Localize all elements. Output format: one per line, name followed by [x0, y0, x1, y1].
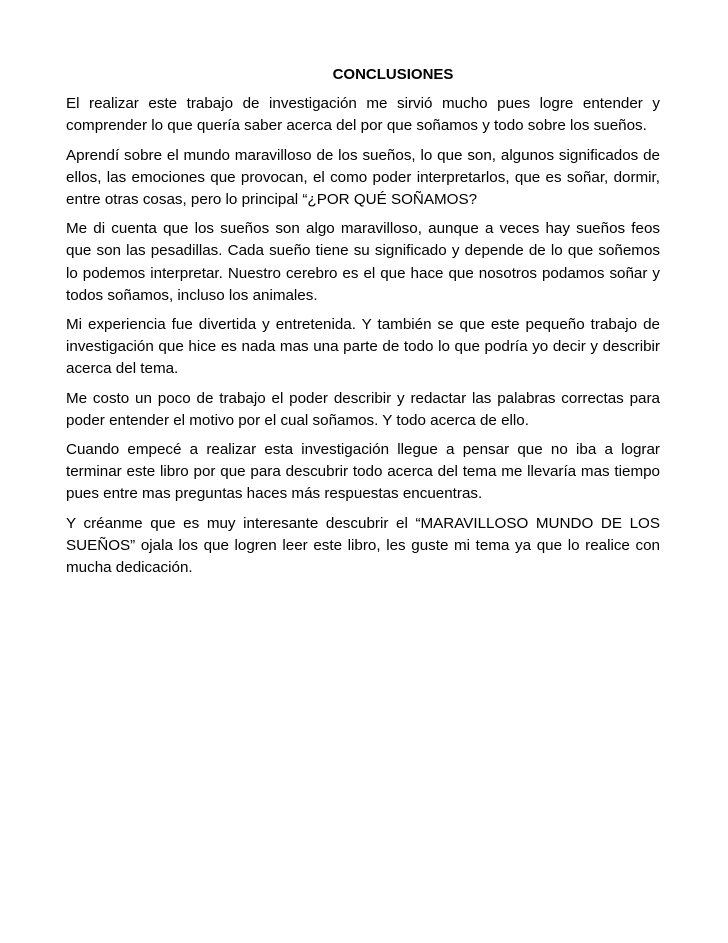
paragraph-4: Mi experiencia fue divertida y entretenida. Y también se que este pequeño trabajo de investigación que hice es nada mas una parte de todo lo que podría yo decir y describir acerca del tema. [66, 316, 660, 378]
paragraph-5: Me costo un poco de trabajo el poder describir y redactar las palabras correctas para poder entender el motivo por el cual soñamos. Y todo acerca de ello. [66, 389, 660, 429]
document-body [66, 64, 660, 586]
paragraph-3: Me di cuenta que los sueños son algo maravilloso, aunque a veces hay sueños feos que son las pesadillas. Cada sueño tiene su significado y depende de lo que soñemos lo podemos interpretar. Nuestro cerebro es el que hace que nosotros podamos soñar y todos soñamos, incluso los animales. [66, 220, 660, 304]
paragraph-6: Cuando empecé a realizar esta investigación llegue a pensar que no iba a lograr terminar este libro por que para descubrir todo acerca del tema me llevaría mas tiempo pues entre mas preguntas haces más respuestas encuentras. [66, 441, 660, 503]
paragraph-7: Y créanme que es muy interesante descubrir el “MARAVILLOSO MUNDO DE LOS SUEÑOS” ojala los que logren leer este libro, les guste mi tema ya que lo realice con mucha dedicación. [66, 514, 660, 577]
page-title: CONCLUSIONES [332, 66, 454, 83]
paragraph-1: El realizar este trabajo de investigación me sirvió mucho pues logre entender y comprender lo que quería saber acerca del por que soñamos y todo sobre los sueños. [66, 95, 660, 135]
paragraph-2: Aprendí sobre el mundo maravilloso de los sueños, lo que son, algunos significados de ellos, las emociones que provocan, el como poder interpretarlos, que es soñar, dormir, entre otras cosas, pero lo principal “¿POR QUÉ SOÑAMOS? [66, 146, 660, 209]
